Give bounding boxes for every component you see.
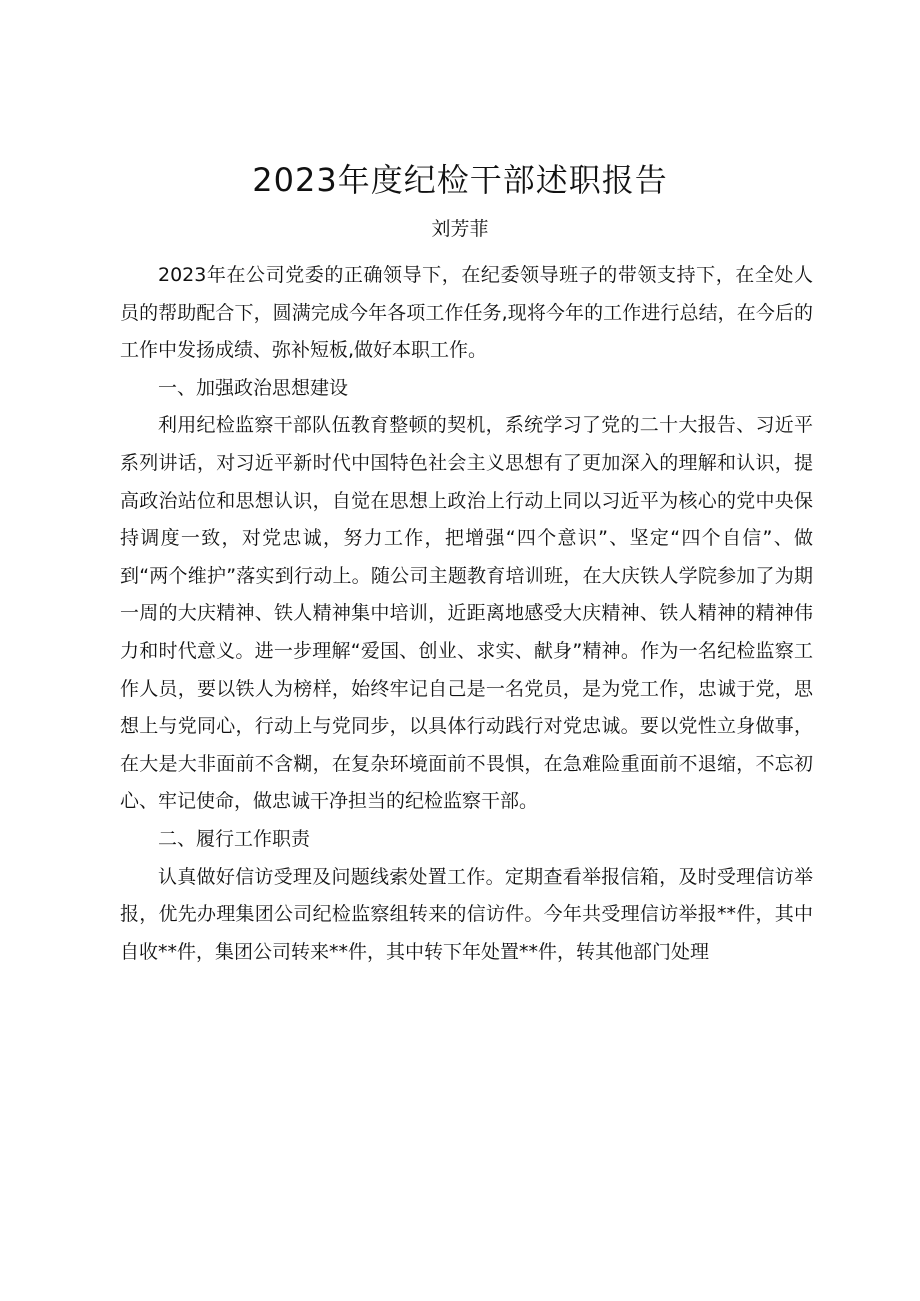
document-title: 2023年度纪检干部述职报告 — [252, 161, 668, 199]
section-heading-1: 一、加强政治思想建设 — [158, 376, 349, 399]
author-name: 刘芳菲 — [431, 218, 489, 240]
intro-paragraph: 2023年在公司党委的正确领导下，在纪委领导班子的带领支持下，在全处人员的帮助配合下，圆满完成今年各项工作任务,现将今年的工作进行总结，在今后的工作中发扬成绩、弥补短板,做好本职工作。 — [120, 264, 813, 362]
section-paragraph-1: 利用纪检监察干部队伍教育整顿的契机，系统学习了党的二十大报告、习近平系列讲话，对习近平新时代中国特色社会主义思想有了更加深入的理解和认识，提高政治站位和思想认识，自觉在思想上政治上行动上同以习近平为核心的党中央保持调度一致，对党忠诚，努力工作，把增强“四个意识”、坚定“四个自信”、做到“两个维护”落实到行动上。随公司主题教育培训班，在大庆铁人学院参加了为期一周的大庆精神、铁人精神集中培训，近距离地感受大庆精神、铁人精神的精神伟力和时代意义。进一步理解“爱国、创业、求实、献身”精神。作为一名纪检监察工作人员，要以铁人为榜样，始终牢记自己是一名党员，是为党工作，忠诚于党，思想上与党同心，行动上与党同步，以具体行动践行对党忠诚。要以党性立身做事，在大是大非面前不含糊，在复杂环境面前不畏惧，在急难险重面前不退缩，不忘初心、牢记使命，做忠诚干净担当的纪检监察干部。 — [120, 414, 813, 813]
section-paragraph-2: 认真做好信访受理及问题线索处置工作。定期查看举报信箱，及时受理信访举报，优先办理集团公司纪检监察组转来的信访件。今年共受理信访举报**件，其中自收**件，集团公司转来**件，其中转下年处置**件，转其他部门处理 — [120, 865, 813, 963]
document-body — [120, 257, 813, 971]
section-heading-2: 二、履行工作职责 — [158, 827, 311, 850]
